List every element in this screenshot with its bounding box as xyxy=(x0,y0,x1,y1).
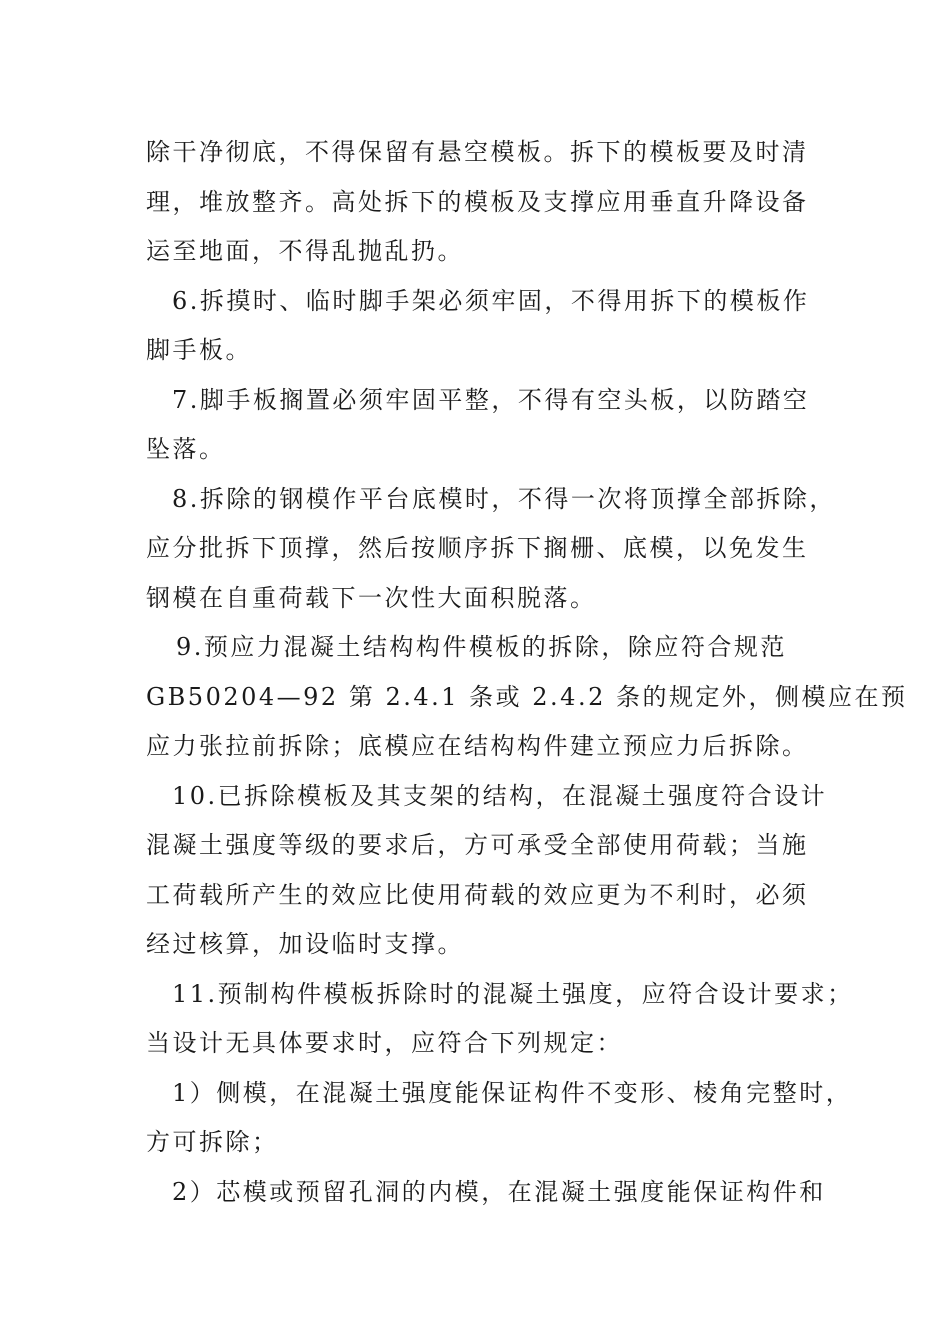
text-line: 当设计无具体要求时，应符合下列规定： xyxy=(146,1029,623,1057)
text-line: 1）侧模，在混凝土强度能保证构件不变形、棱角完整时， xyxy=(172,1078,853,1107)
text-line: 运至地面，不得乱抛乱扔。 xyxy=(146,237,464,265)
text-line: 10.已拆除模板及其支架的结构，在混凝土强度符合设计 xyxy=(172,781,828,810)
text-line: 方可拆除； xyxy=(146,1128,279,1156)
text-line: 脚手板。 xyxy=(146,336,252,364)
text-line: 9.预应力混凝土结构构件模板的拆除，除应符合规范 xyxy=(176,633,787,661)
text-line: 混凝土强度等级的要求后，方可承受全部使用荷载；当施 xyxy=(146,831,809,859)
text-line: 工荷载所产生的效应比使用荷载的效应更为不利时，必须 xyxy=(146,880,809,909)
document-body xyxy=(146,128,908,1217)
text-line: 坠落。 xyxy=(146,435,226,463)
text-line: 理，堆放整齐。高处拆下的模板及支撑应用垂直升降设备 xyxy=(146,187,809,216)
text-line: 钢模在自重荷载下一次性大面积脱落。 xyxy=(146,583,597,612)
text-line: 7.脚手板搁置必须牢固平整，不得有空头板，以防踏空 xyxy=(172,385,810,414)
text-line: GB50204—92 第 2.4.1 条或 2.4.2 条的规定外，侧模应在预 xyxy=(146,682,908,711)
text-line: 6.拆摸时、临时脚手架必须牢固，不得用拆下的模板作 xyxy=(172,286,810,315)
text-line: 应力张拉前拆除；底模应在结构构件建立预应力后拆除。 xyxy=(146,732,809,760)
text-line: 2）芯模或预留孔洞的内模，在混凝土强度能保证构件和 xyxy=(172,1177,826,1206)
text-line: 8.拆除的钢模作平台底模时，不得一次将顶撑全部拆除， xyxy=(172,484,836,513)
text-line: 应分批拆下顶撑，然后按顺序拆下搁栅、底模，以免发生 xyxy=(146,534,809,562)
text-line: 11.预制构件模板拆除时的混凝土强度，应符合设计要求； xyxy=(172,979,854,1008)
text-line: 除干净彻底，不得保留有悬空模板。拆下的模板要及时清 xyxy=(146,138,809,166)
text-line: 经过核算，加设临时支撑。 xyxy=(146,930,464,958)
